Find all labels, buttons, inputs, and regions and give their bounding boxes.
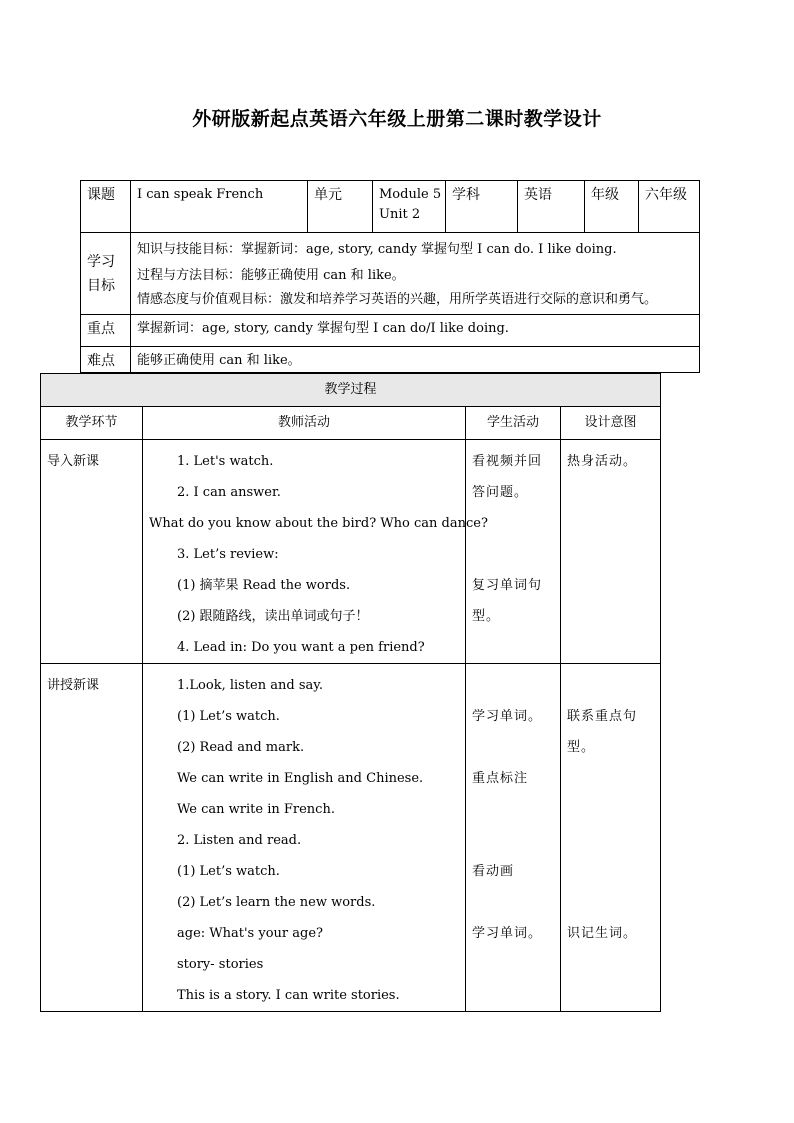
goals-content (131, 233, 700, 315)
teaching-process-table (40, 373, 661, 1012)
design-cell (561, 664, 661, 1012)
design-line (561, 887, 660, 918)
teacher-line: 3. Let’s review: (177, 547, 279, 562)
goal-process: 过程与方法目标：能够正确使用 can 和 like。 (137, 268, 405, 283)
header-design: 设计意图 (561, 407, 661, 440)
design-line: 热身活动。 (567, 454, 638, 469)
student-line: 重点标注 (472, 771, 529, 786)
teacher-line: 1. Let's watch. (177, 454, 274, 469)
document-title: 外研版新起点英语六年级上册第二课时教学设计 (192, 108, 602, 130)
design-line (561, 856, 660, 887)
teacher-line: (2) Read and mark. (177, 740, 305, 755)
student-line (466, 887, 560, 918)
student-line: 学习单词。 (472, 926, 543, 941)
design-line: 识记生词。 (567, 926, 638, 941)
header-teacher: 教师活动 (143, 407, 466, 440)
student-line (466, 794, 560, 825)
goals-label-line2: 目标 (87, 277, 115, 294)
design-line (561, 763, 660, 794)
teacher-line: 2. Listen and read. (177, 833, 302, 848)
subject-value: 英语 (518, 181, 585, 233)
teacher-cell (143, 664, 466, 1012)
topic-label: 课题 (81, 181, 131, 233)
design-line: 联系重点句 (567, 709, 638, 724)
teacher-line: story- stories (177, 957, 264, 972)
teacher-line: (1) 摘苹果 Read the words. (177, 578, 351, 593)
student-line: 复习单词句 (472, 578, 543, 593)
teacher-line: 2. I can answer. (177, 485, 281, 500)
student-line (466, 670, 560, 701)
teacher-line: age: What's your age? (177, 926, 323, 941)
table-row (41, 440, 661, 664)
teacher-line: This is a story. I can write stories. (177, 988, 400, 1003)
goal-attitude: 情感态度与价值观目标：激发和培养学习英语的兴趣，用所学英语进行交际的意识和勇气。 (137, 292, 658, 307)
unit-module: Module 5 (379, 187, 442, 202)
goals-label (81, 233, 131, 315)
unit-unit: Unit 2 (379, 207, 421, 222)
teacher-line: 4. Lead in: Do you want a pen friend? (177, 640, 425, 655)
teacher-line: 1.Look, listen and say. (177, 678, 323, 693)
design-cell (561, 440, 661, 664)
student-cell (466, 440, 561, 664)
stage-label: 导入新课 (47, 454, 100, 469)
design-line (561, 794, 660, 825)
teacher-line: What do you know about the bird? Who can dance? (149, 516, 488, 531)
goals-label-line1: 学习 (87, 253, 115, 270)
table-row (41, 664, 661, 1012)
student-line (466, 825, 560, 856)
student-line: 型。 (472, 609, 501, 624)
grade-value: 六年级 (639, 181, 700, 233)
subject-label: 学科 (446, 181, 518, 233)
process-title: 教学过程 (41, 374, 661, 407)
lesson-info-table (80, 180, 700, 373)
student-line (466, 732, 560, 763)
stage-cell (41, 664, 143, 1012)
student-cell (466, 664, 561, 1012)
teacher-cell (143, 440, 488, 664)
student-line: 看视频并回 (472, 454, 543, 469)
design-line (561, 825, 660, 856)
design-line: 型。 (567, 740, 596, 755)
topic-value: I can speak French (131, 181, 308, 233)
goal-knowledge: 知识与技能目标：掌握新词：age, story, candy 掌握句型 I can do. I like doing. (137, 242, 617, 257)
teacher-line: We can write in French. (177, 802, 335, 817)
design-line (561, 670, 660, 701)
key-point-value: 掌握新词：age, story, candy 掌握句型 I can do/I like doing. (131, 315, 700, 347)
student-line (466, 539, 560, 570)
header-student: 学生活动 (466, 407, 561, 440)
student-line: 答问题。 (472, 485, 529, 500)
stage-cell (41, 440, 143, 664)
header-stage: 教学环节 (41, 407, 143, 440)
unit-label: 单元 (308, 181, 373, 233)
key-point-label: 重点 (81, 315, 131, 347)
teacher-line: (2) 跟随路线，读出单词或句子！ (177, 609, 369, 624)
grade-label: 年级 (585, 181, 639, 233)
unit-value (373, 181, 446, 233)
student-line: 学习单词。 (472, 709, 543, 724)
stage-label: 讲授新课 (47, 678, 100, 693)
teacher-line: We can write in English and Chinese. (177, 771, 424, 786)
student-line: 看动画 (472, 864, 515, 879)
difficult-point-value: 能够正确使用 can 和 like。 (131, 347, 700, 373)
teacher-line: (1) Let’s watch. (177, 709, 280, 724)
teacher-line: (1) Let’s watch. (177, 864, 280, 879)
teacher-line: (2) Let’s learn the new words. (177, 895, 376, 910)
difficult-point-label: 难点 (81, 347, 131, 373)
